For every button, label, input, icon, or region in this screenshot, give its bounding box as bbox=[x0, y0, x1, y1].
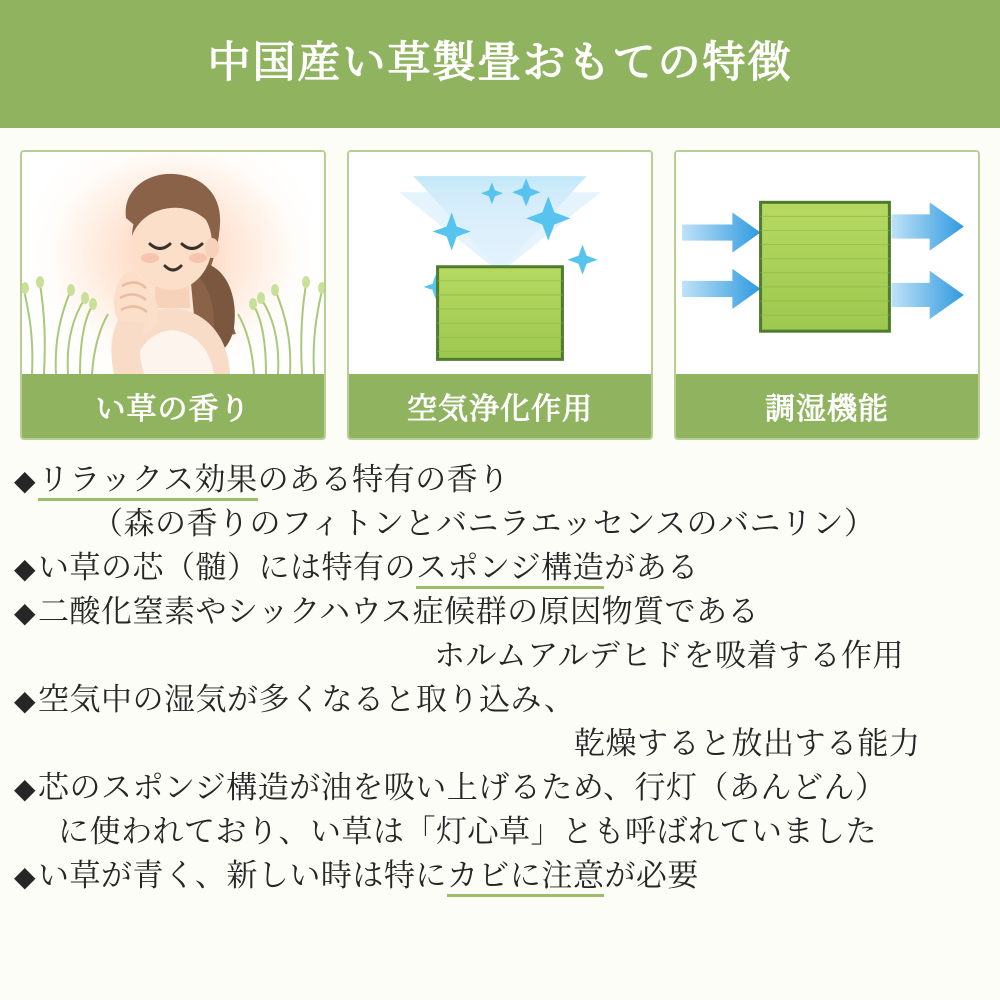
feature-cards bbox=[0, 128, 1000, 440]
bullet-highlight-text: スポンジ構造 bbox=[416, 550, 604, 589]
page-title: 中国産い草製畳おもての特徴 bbox=[207, 39, 793, 88]
diamond-bullet-icon: ◆ bbox=[14, 553, 37, 585]
feature-card-air-purification bbox=[347, 150, 653, 440]
feature-card-humidity-caption: 調湿機能 bbox=[676, 374, 978, 438]
bullet-text: のある特有の香り bbox=[257, 462, 510, 497]
diamond-bullet-icon: ◆ bbox=[14, 773, 37, 805]
bullet-line bbox=[14, 634, 986, 678]
bullet-highlight-text: カビに注意 bbox=[447, 858, 605, 897]
feature-card-scent-caption: い草の香り bbox=[22, 374, 324, 438]
bullet-line bbox=[14, 546, 986, 590]
bullet-text: ホルムアルデヒドを吸着する作用 bbox=[434, 638, 905, 674]
woman-figure-icon bbox=[22, 152, 322, 374]
humidity-control-illustration bbox=[676, 152, 978, 374]
bullet-text: い草の芯（髄）には特有の bbox=[38, 550, 417, 586]
bullet-line bbox=[14, 854, 986, 898]
bullet-text: い草が青く、新しい時は特に bbox=[38, 858, 447, 894]
bullet-line bbox=[14, 722, 986, 766]
bullet-highlight-text: リラックス効果 bbox=[38, 462, 258, 501]
diamond-bullet-icon: ◆ bbox=[14, 685, 37, 717]
humidity-arrows-icon bbox=[676, 152, 978, 374]
diamond-bullet-icon: ◆ bbox=[14, 861, 37, 893]
air-purification-illustration bbox=[349, 152, 651, 374]
feature-card-air-purification-caption: 空気浄化作用 bbox=[349, 374, 651, 438]
air-purify-icon bbox=[349, 152, 651, 374]
bullet-text: 芯のスポンジ構造が油を吸い上げるため、行灯（あんどん） bbox=[38, 770, 887, 806]
bullet-line bbox=[14, 590, 986, 634]
woman-smelling-illustration bbox=[22, 152, 324, 374]
bullet-line bbox=[14, 766, 986, 810]
bullet-text: 乾燥すると放出する能力 bbox=[574, 726, 921, 762]
diamond-bullet-icon: ◆ bbox=[14, 597, 37, 629]
feature-card-scent bbox=[20, 150, 326, 440]
bullet-line bbox=[14, 458, 986, 502]
bullet-text: 二酸化窒素やシックハウス症候群の原因物質である bbox=[38, 594, 760, 630]
bullet-text: がある bbox=[604, 550, 699, 586]
page-header bbox=[0, 0, 1000, 128]
bullet-text: が必要 bbox=[604, 858, 699, 894]
feature-bullet-list bbox=[0, 440, 1000, 898]
bullet-line bbox=[14, 502, 986, 546]
bullet-line bbox=[14, 810, 986, 854]
bullet-text: に使われており、い草は「灯心草」とも呼ばれていました bbox=[58, 814, 877, 850]
bullet-text: 空気中の湿気が多くなると取り込み、 bbox=[38, 682, 576, 718]
bullet-line bbox=[14, 678, 986, 722]
feature-card-humidity bbox=[674, 150, 980, 440]
diamond-bullet-icon: ◆ bbox=[14, 465, 37, 496]
bullet-text: （森の香りのフィトンとバニラエッセンスのバニリン） bbox=[92, 506, 876, 542]
